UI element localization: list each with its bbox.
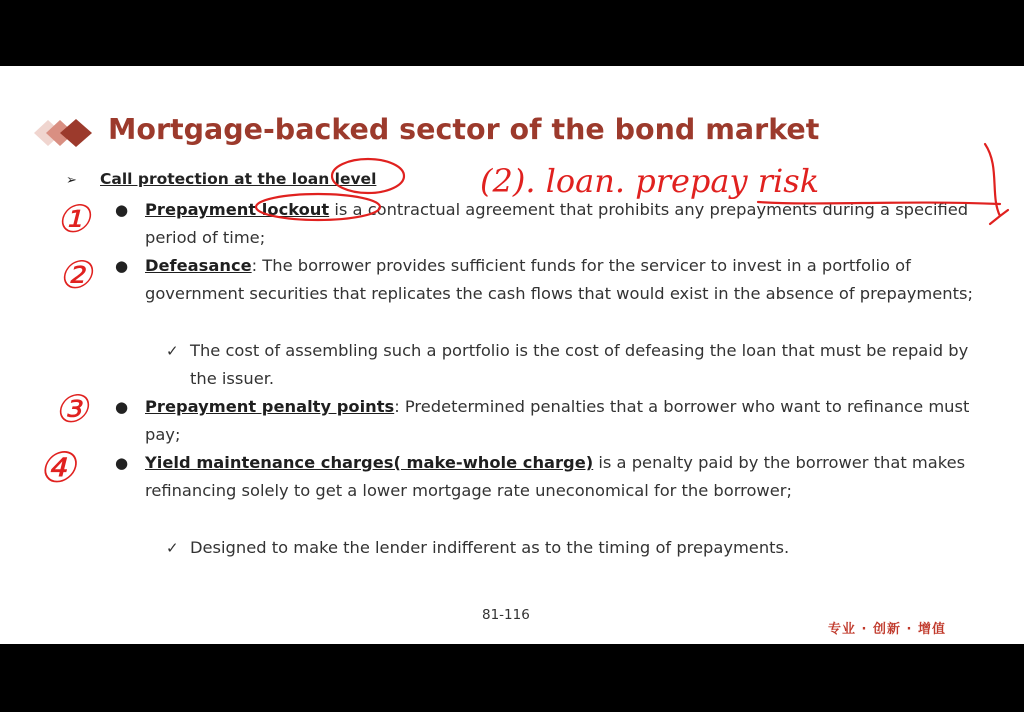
bullet-dot-icon: ● [115, 201, 129, 219]
sub-list-item [166, 534, 980, 562]
section-heading [66, 170, 376, 188]
slide [0, 66, 1024, 644]
term-defeasance: Defeasance [145, 256, 252, 275]
term-yield-maintenance: Yield maintenance charges( make-whole charge) [145, 453, 594, 472]
term-prepayment-penalty-points: Prepayment penalty points [145, 397, 395, 416]
checkmark-icon: ✓ [166, 342, 179, 360]
bullet-dot-icon: ● [115, 398, 129, 416]
page-number: 81-116 [482, 607, 530, 623]
diamond-logo-icon [32, 116, 102, 150]
item-description: is a penalty paid by the borrower that makes refinancing solely to get a lower mortgage rate uneconomical for the borrower; [145, 453, 966, 501]
sub-list-item [166, 337, 980, 393]
checkmark-icon: ✓ [166, 539, 179, 557]
ink-arrow-mark [985, 144, 1008, 224]
list-item [115, 449, 975, 506]
sub-item-text: Designed to make the lender indifferent as to the timing of prepayments. [190, 538, 790, 557]
sub-item-text: The cost of assembling such a portfolio is the cost of defeasing the loan that must be repaid by the issuer. [190, 341, 969, 388]
bullet-dot-icon: ● [115, 454, 129, 472]
tagline: 专业 · 创新 · 增值 [828, 622, 946, 637]
arrow-right-icon: ➢ [66, 173, 77, 188]
ink-mark-1: ① [56, 197, 91, 241]
section-heading-text: Call protection at the loan level [100, 170, 377, 188]
item-description: is a contractual agreement that prohibits any prepayments during a specified period of time; [145, 200, 969, 248]
ink-mark-2: ② [58, 253, 93, 297]
list-item [115, 196, 975, 253]
item-description: : Predetermined penalties that a borrower who want to refinance must pay; [145, 397, 970, 445]
term-prepayment-lockout: Prepayment lockout [145, 200, 330, 219]
list-item [115, 393, 975, 450]
ink-mark-3: ③ [54, 387, 89, 431]
ink-note-top: (2). loan. prepay risk [480, 162, 820, 200]
list-item [115, 252, 975, 309]
slide-title: Mortgage-backed sector of the bond market [108, 113, 820, 146]
item-description: : The borrower provides sufficient funds for the servicer to invest in a portfolio of government securities that replicates the cash flows that would exist in the absence of prepayments; [145, 256, 973, 304]
ink-mark-4: ④ [38, 443, 76, 492]
bullet-dot-icon: ● [115, 257, 129, 275]
